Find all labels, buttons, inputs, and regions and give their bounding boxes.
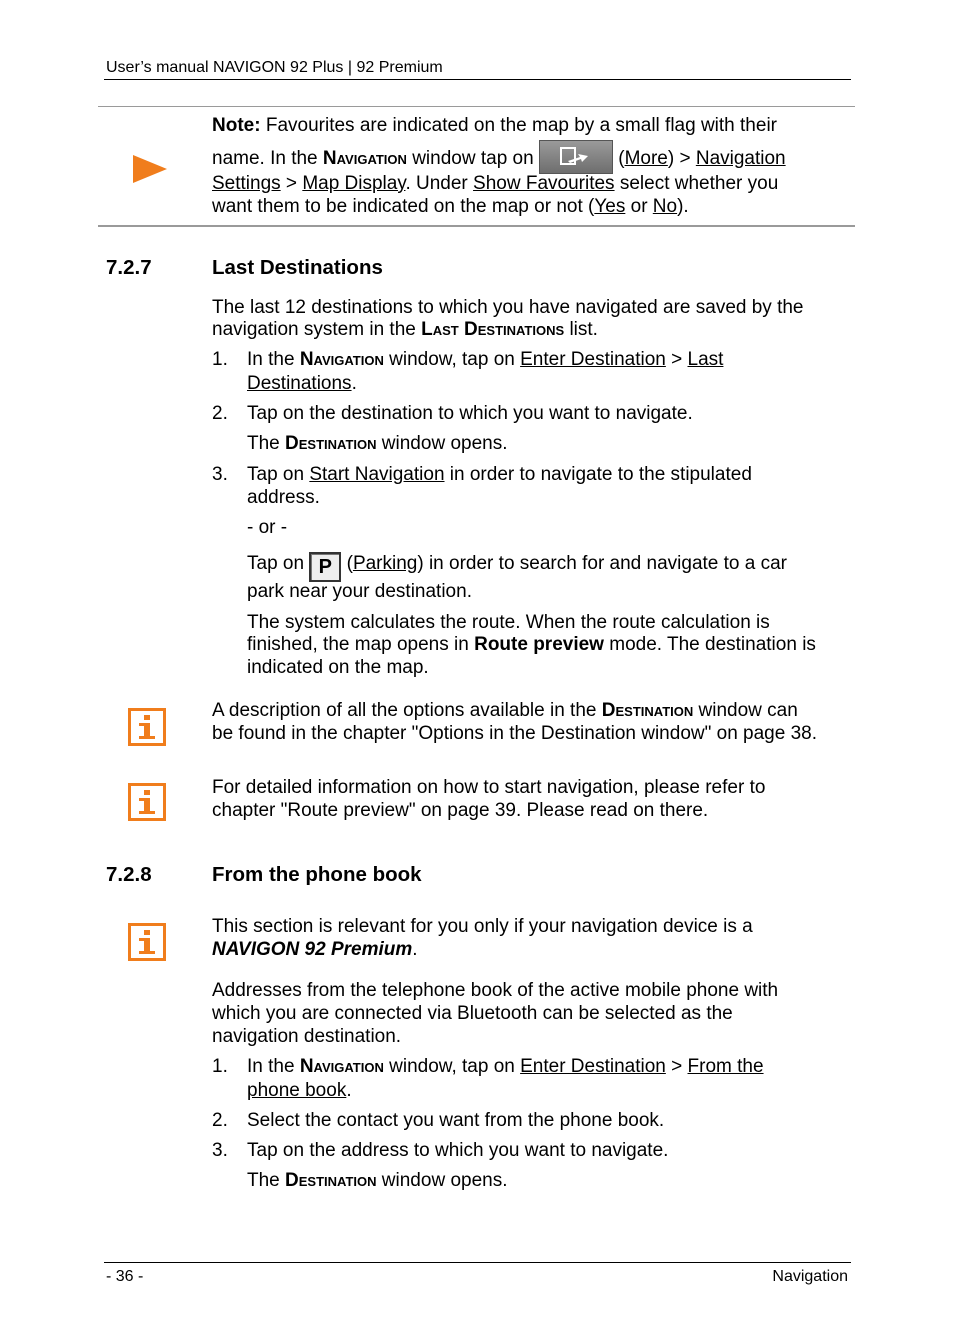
note-bottom-rule [98,225,855,227]
calc-line-1: The system calculates the route. When the route calculation is [247,612,770,633]
footer-section: Navigation [772,1268,848,1285]
enter-destination-link[interactable]: Enter Destination [520,349,666,370]
start-navigation-link[interactable]: Start Navigation [309,464,445,485]
section-title-727: Last Destinations [212,256,383,279]
step-number: 3. [212,464,228,485]
step-727-3-cont: address. [247,487,320,508]
from-phone-book-link-2[interactable]: phone book [247,1080,347,1101]
note-top-rule [98,106,855,107]
parking-link[interactable]: Parking [352,553,418,574]
arrow-right-icon [133,155,167,183]
intro-727-line-2: navigation system in the Last Destinations list. [212,319,598,340]
step-727-2: Tap on the destination to which you want to navigate. [247,403,693,424]
info-icon [128,923,166,961]
last-destinations-link-2[interactable]: Destinations [247,373,352,394]
step-727-3: Tap on Start Navigation in order to navigate to the stipulated [247,464,752,485]
parking-line-2: park near your destination. [247,581,472,602]
intro-728-line-2: which you are connected via Bluetooth can be selected as the [212,1003,733,1024]
page-number: - 36 - [106,1268,144,1285]
enter-destination-link[interactable]: Enter Destination [520,1056,666,1077]
footer-rule [104,1262,851,1263]
info-727-1-line-2: be found in the chapter "Options in the Destination window" on page 38. [212,723,818,744]
note-line-2: name. In the Navigation window tap on (More) > Navigation [212,140,852,176]
show-favourites-link[interactable]: Show Favourites [473,173,615,194]
parking-line-1: Tap on P (Parking) in order to search for and navigate to a car [247,548,852,582]
header-rule [104,79,851,80]
step-728-3: Tap on the address to which you want to navigate. [247,1140,669,1161]
running-header: User’s manual NAVIGON 92 Plus | 92 Premium [106,59,443,76]
navigation-settings-link[interactable]: Navigation [695,148,786,169]
intro-727-line-1: The last 12 destinations to which you have navigated are saved by the [212,297,804,318]
info-727-2-line-2: chapter "Route preview" on page 39. Please read on there. [212,800,709,821]
info-728-line-1: This section is relevant for you only if your navigation device is a [212,916,753,937]
or-separator: - or - [247,517,288,538]
step-727-1-cont: Destinations. [247,373,357,394]
navigation-settings-link-2[interactable]: Settings [212,173,281,194]
info-icon [128,708,166,746]
step-number: 2. [212,1110,228,1131]
no-link[interactable]: No [652,196,678,217]
calc-line-2: finished, the map opens in Route preview mode. The destination is [247,634,816,655]
note-line-3: Settings > Map Display. Under Show Favourites select whether you [212,173,779,194]
info-727-2-line-1: For detailed information on how to start navigation, please refer to [212,777,766,798]
section-number-728: 7.2.8 [106,863,152,886]
intro-728-line-1: Addresses from the telephone book of the active mobile phone with [212,980,779,1001]
section-number-727: 7.2.7 [106,256,152,279]
note-line-4: want them to be indicated on the map or not (Yes or No). [212,196,689,217]
map-display-link[interactable]: Map Display [302,173,406,194]
step-number: 1. [212,349,228,370]
last-destinations-link[interactable]: Last [687,349,724,370]
more-icon [560,147,592,169]
step-728-1-cont: phone book. [247,1080,352,1101]
step-number: 2. [212,403,228,424]
more-link[interactable]: More [624,148,668,169]
step-728-2: Select the contact you want from the phone book. [247,1110,665,1131]
step-727-1: In the Navigation window, tap on Enter Destination > Last [247,349,724,370]
yes-link[interactable]: Yes [594,196,626,217]
step-727-2-result: The Destination window opens. [247,433,508,454]
parking-button[interactable]: P [309,552,341,582]
from-phone-book-link[interactable]: From the [687,1056,764,1077]
section-title-728: From the phone book [212,863,422,886]
intro-728-line-3: navigation destination. [212,1026,402,1047]
note-line-1: Note: Favourites are indicated on the map by a small flag with their [212,115,777,136]
step-728-1: In the Navigation window, tap on Enter Destination > From the [247,1056,764,1077]
info-728-line-2: NAVIGON 92 Premium. [212,939,418,960]
step-number: 1. [212,1056,228,1077]
step-728-3-result: The Destination window opens. [247,1170,508,1191]
info-icon [128,783,166,821]
more-button[interactable] [539,140,613,174]
calc-line-3: indicated on the map. [247,657,429,678]
info-727-1-line-1: A description of all the options available in the Destination window can [212,700,798,721]
step-number: 3. [212,1140,228,1161]
